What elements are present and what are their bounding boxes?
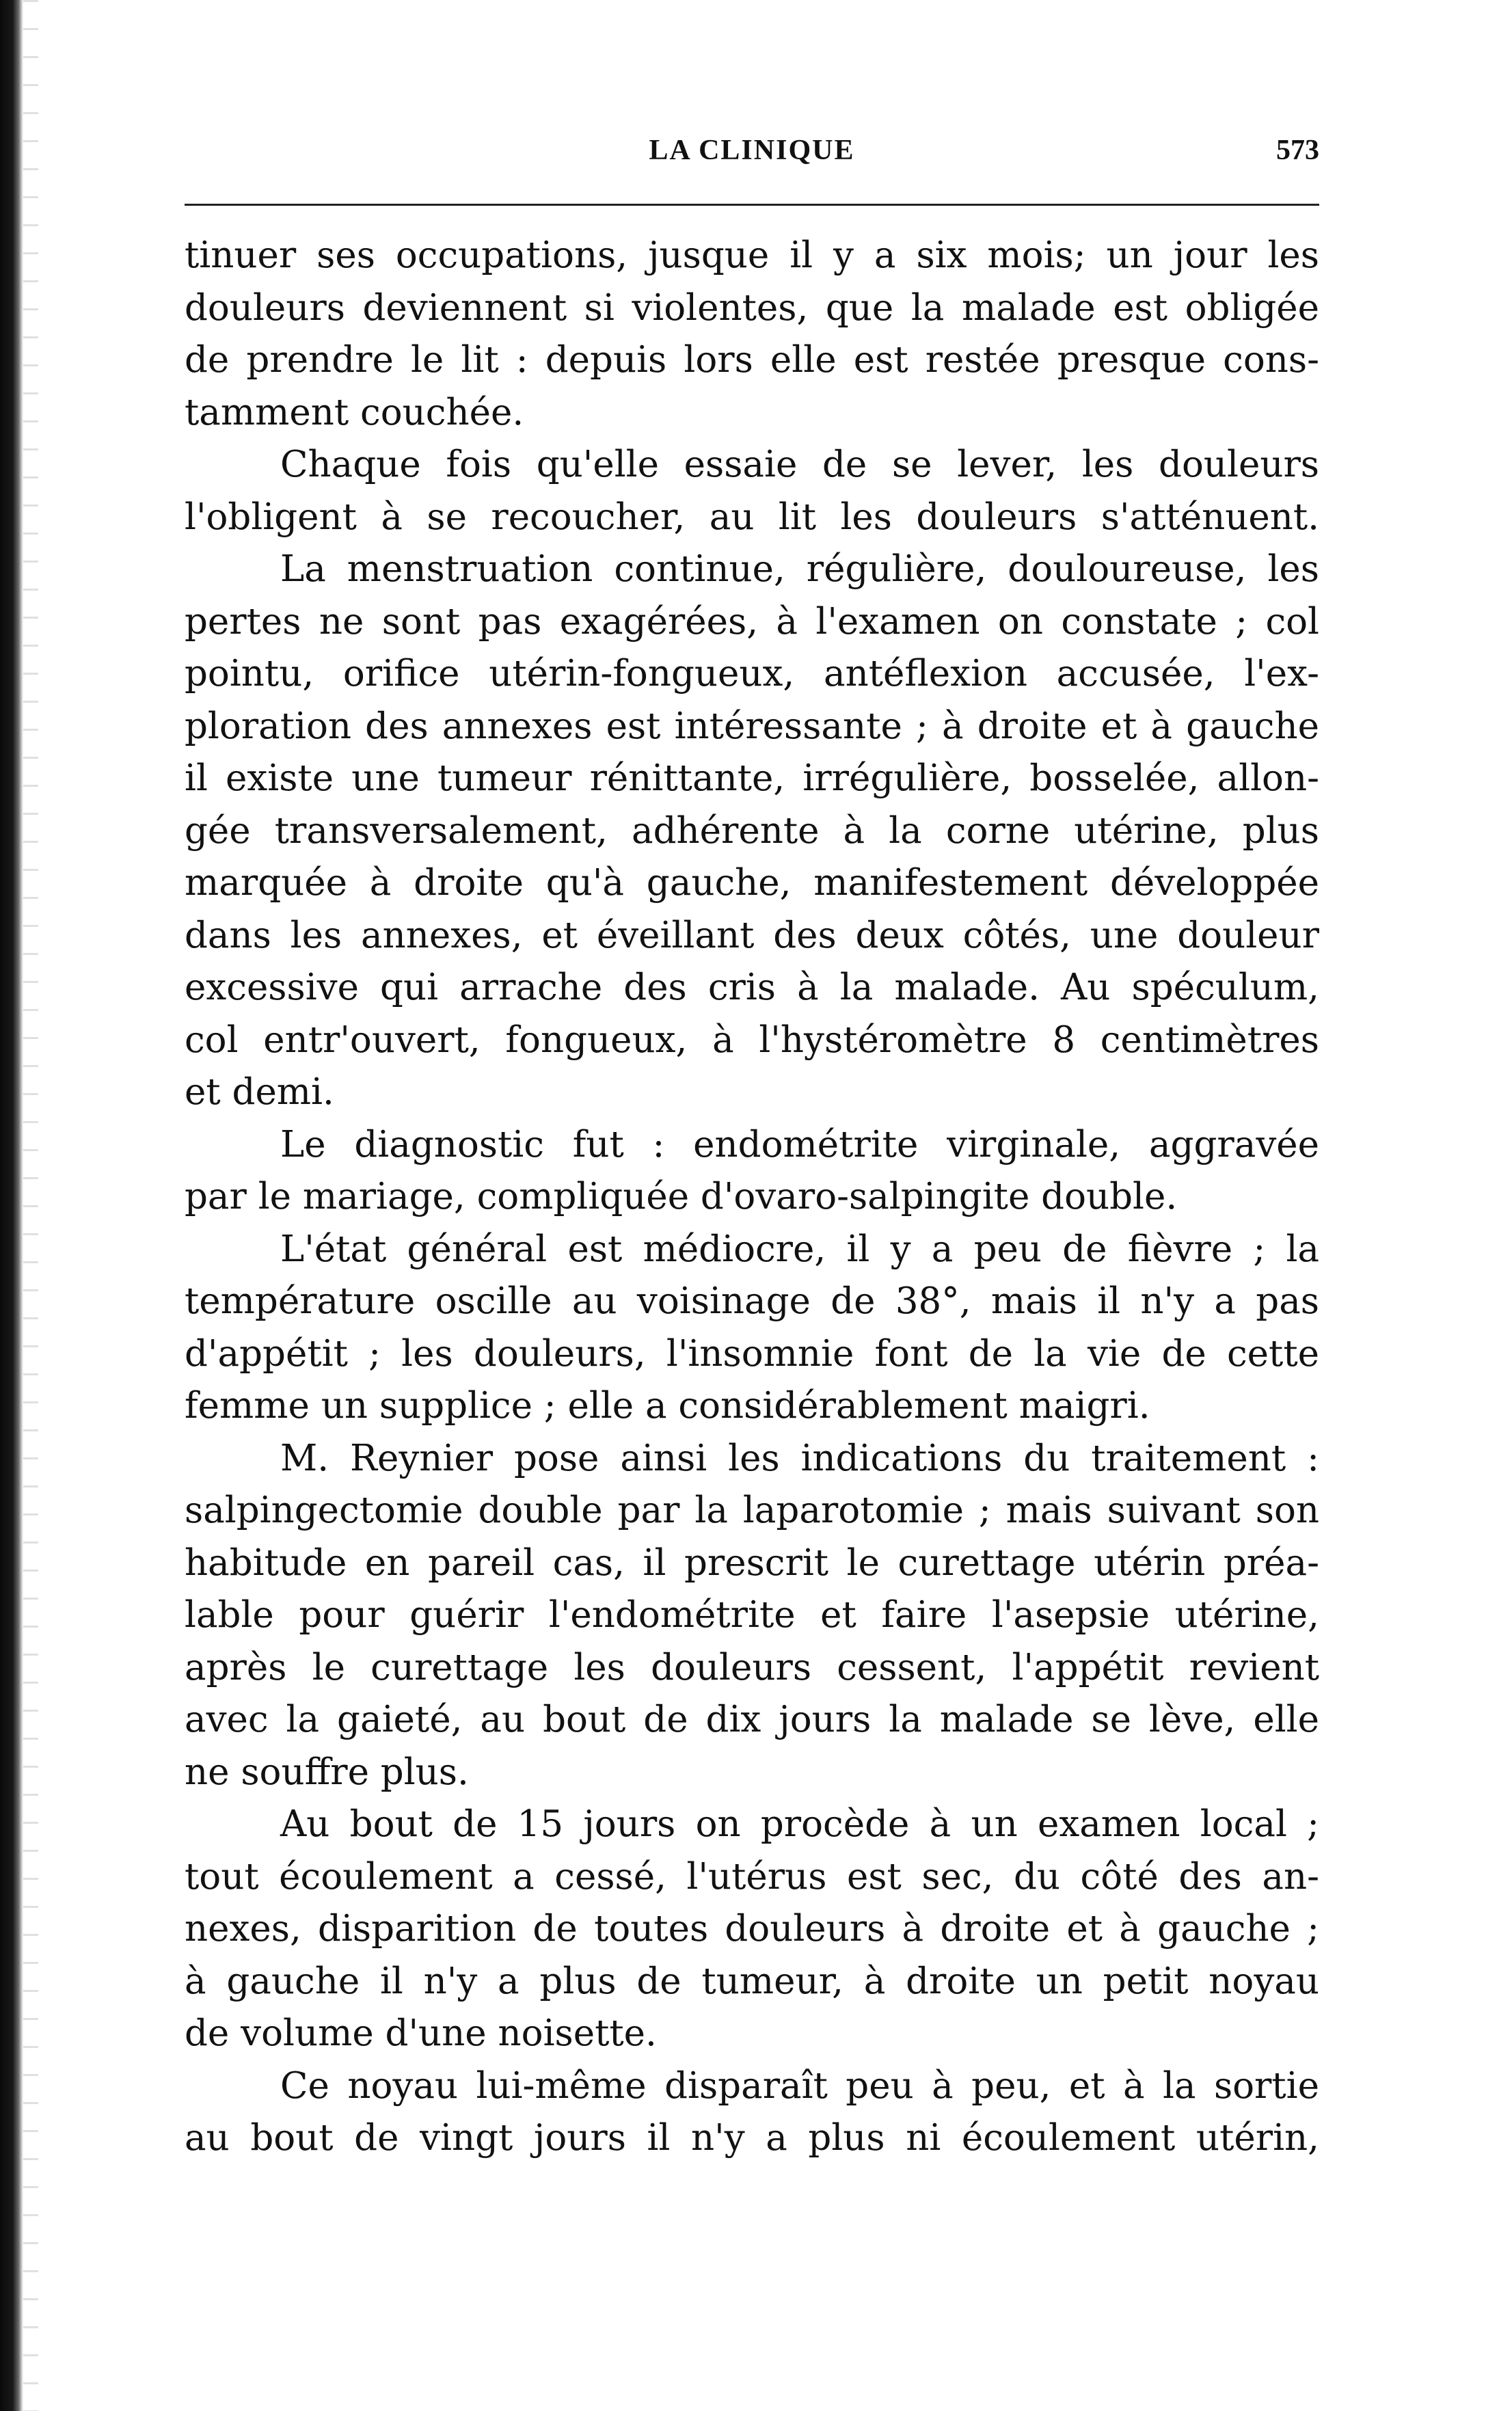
text-line: marquée à droite qu'à gauche, manifestement développée [185, 862, 1319, 904]
text-line: tinuer ses occupations, jusque il y a six mois; un jour les [185, 234, 1319, 276]
text-line: femme un supplice ; elle a considérablement maigri. [185, 1385, 1150, 1427]
text-line: de prendre le lit : depuis lors elle est restée presque cons- [185, 339, 1319, 381]
text-line: pointu, orifice utérin-fongueux, antéflexion accusée, l'ex- [185, 653, 1319, 695]
text-line: après le curettage les douleurs cessent, l'appétit revient [185, 1646, 1319, 1688]
text-line: de volume d'une noisette. [185, 2012, 657, 2054]
text-line: par le mariage, compliquée d'ovaro-salpingite double. [185, 1176, 1178, 1217]
text-line: gée transversalement, adhérente à la corne utérine, plus [185, 809, 1319, 852]
text-line: salpingectomie double par la laparotomie ; mais suivant son [185, 1490, 1319, 1531]
text-line: Le diagnostic fut : endométrite virginale, aggravée [280, 1123, 1319, 1166]
text-line: excessive qui arrache des cris à la malade. Au spéculum, [185, 967, 1319, 1008]
page-header [185, 134, 1319, 182]
text-line: d'appétit ; les douleurs, l'insomnie font de la vie de cette [185, 1332, 1319, 1375]
text-line: M. Reynier pose ainsi les indications du traitement : [280, 1437, 1319, 1479]
text-line: tamment couchée. [185, 391, 524, 433]
text-line: ploration des annexes est intéressante ; à droite et à gauche [185, 705, 1319, 747]
page-edge-shadow [23, 0, 38, 2411]
text-line: Ce noyau lui-même disparaît peu à peu, et à la sortie [280, 2064, 1319, 2107]
page-number: 573 [1276, 135, 1319, 166]
text-line: ne souffre plus. [185, 1751, 469, 1793]
text-line: Chaque fois qu'elle essaie de se lever, les douleurs [280, 444, 1319, 485]
text-line: lable pour guérir l'endométrite et faire l'asepsie utérine, [185, 1594, 1319, 1636]
text-line: L'état général est médiocre, il y a peu de fièvre ; la [280, 1228, 1319, 1270]
header-rule [185, 204, 1319, 206]
text-line: pertes ne sont pas exagérées, à l'examen on constate ; col [185, 600, 1319, 643]
page-binding-edge [0, 0, 23, 2411]
body-text [185, 230, 1319, 2165]
text-line: il existe une tumeur rénittante, irrégulière, bosselée, allon- [185, 757, 1319, 799]
text-line: Au bout de 15 jours on procède à un examen local ; [280, 1803, 1319, 1845]
text-line: La menstruation continue, régulière, douloureuse, les [280, 548, 1319, 590]
text-line: tout écoulement a cessé, l'utérus est sec, du côté des an- [185, 1855, 1319, 1898]
text-line: et demi. [185, 1071, 334, 1113]
text-line: l'obligent à se recoucher, au lit les douleurs s'atténuent. [185, 496, 1319, 538]
running-title: LA CLINIQUE [649, 135, 855, 166]
text-line: habitude en pareil cas, il prescrit le curettage utérin préa- [185, 1541, 1319, 1584]
text-line: nexes, disparition de toutes douleurs à droite et à gauche ; [185, 1908, 1319, 1950]
text-line: température oscille au voisinage de 38°, mais il n'y a pas [185, 1280, 1319, 1322]
text-line: douleurs deviennent si violentes, que la malade est obligée [185, 286, 1319, 329]
text-line: avec la gaieté, au bout de dix jours la malade se lève, elle [185, 1699, 1319, 1740]
text-line: col entr'ouvert, fongueux, à l'hystéromètre 8 centimètres [185, 1019, 1319, 1061]
text-line: au bout de vingt jours il n'y a plus ni écoulement utérin, [185, 2117, 1319, 2159]
text-line: à gauche il n'y a plus de tumeur, à droite un petit noyau [185, 1960, 1319, 2002]
text-line: dans les annexes, et éveillant des deux côtés, une douleur [185, 914, 1319, 956]
